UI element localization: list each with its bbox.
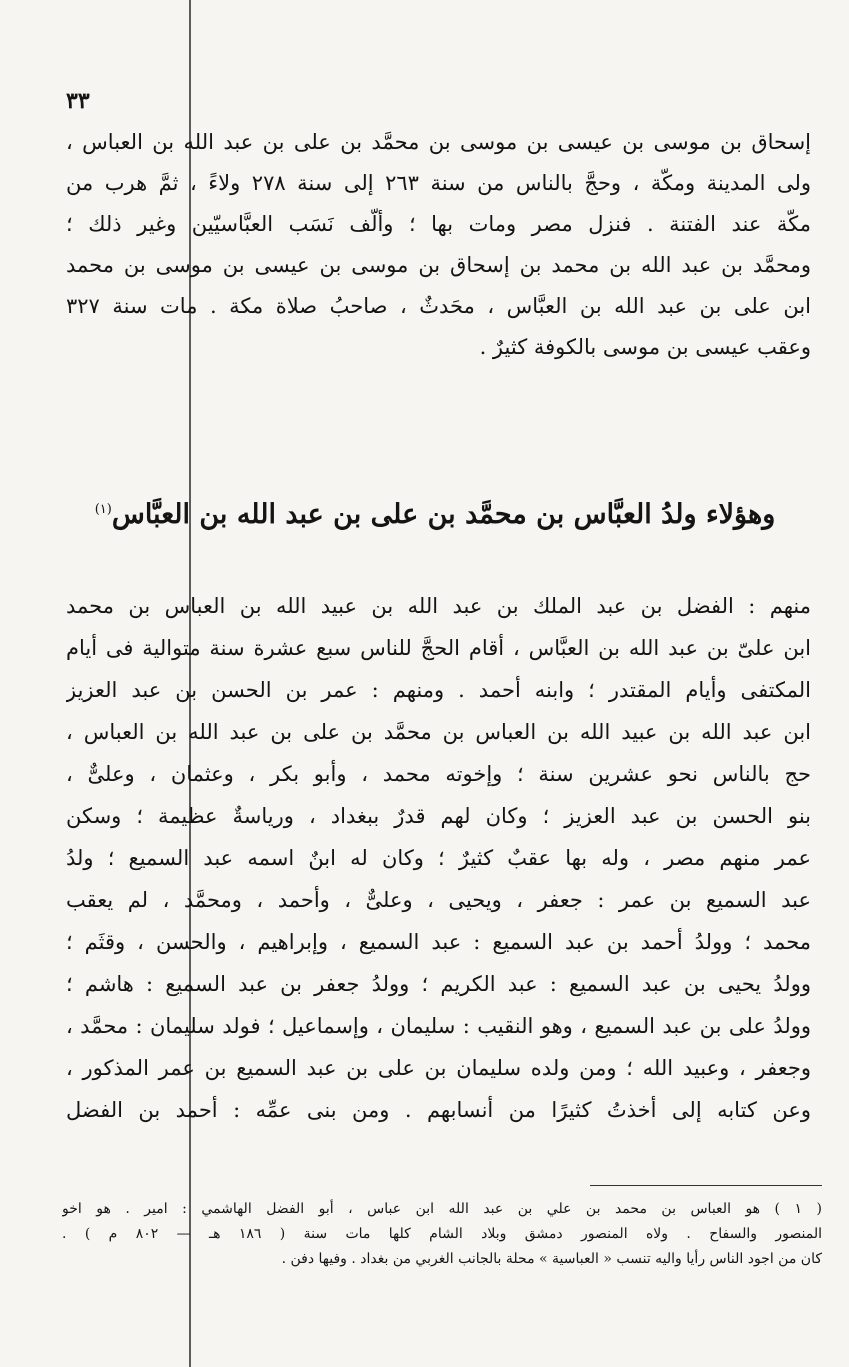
text-line: بنو الحسن بن عبد العزيز ؛ وكان لهم قدرٌ ببغداد ، ورياسةٌ عظيمة ؛ وسكن <box>66 804 811 828</box>
text-line: ومحمَّد بن عبد الله بن محمد بن إسحاق بن موسى بن عيسى بن موسى بن محمد <box>66 253 811 277</box>
text-line: المكتفى وأيام المقتدر ؛ وابنه أحمد . ومنهم : عمر بن الحسن بن عبد العزيز <box>66 678 811 702</box>
text-line: ابن على بن عبد الله بن العبَّاس ، محَدثٌ ، صاحبُ صلاة مكة . مات سنة ٣٢٧ <box>66 294 811 318</box>
page-number: ٣٣ <box>66 88 90 114</box>
heading-footnote-marker: (١) <box>94 502 112 517</box>
text-line: وولدُ يحيى بن عبد السميع : عبد الكريم ؛ وولدُ جعفر بن عبد السميع : هاشم ؛ <box>66 972 811 996</box>
text-line: حج بالناس نحو عشرين سنة ؛ وإخوته محمد ، وأبو بكر ، وعثمان ، وعلىٌّ ، <box>66 762 811 786</box>
text-line: وولدُ على بن عبد السميع ، وهو النقيب : سليمان ، وإسماعيل ؛ فولد سليمان : محمَّد ، <box>66 1014 811 1038</box>
heading-text: وهؤلاء ولدُ العبَّاس بن محمَّد بن على بن عبد الله بن العبَّاس <box>111 499 776 530</box>
paragraph-2 <box>66 585 811 1131</box>
text-line: وجعفر ، وعبيد الله ؛ ومن ولده سليمان بن على بن عبد السميع بن عمر المذكور ، <box>66 1056 811 1080</box>
text-line: محمد ؛ وولدُ أحمد بن عبد السميع : عبد السميع ، وإبراهيم ، والحسن ، وقثَم ؛ <box>66 930 811 954</box>
footnote-line: ( ١ ) هو العباس بن محمد بن علي بن عبد الله ابن عباس ، أبو الفضل الهاشمي : امير . هو اخو <box>62 1201 822 1217</box>
text-line: عمر منهم مصر ، وله بها عقبٌ كثيرٌ ؛ وكان له ابنٌ اسمه عبد السميع ؛ ولدُ <box>66 846 811 870</box>
text-line: منهم : الفضل بن عبد الملك بن عبد الله بن عبيد الله بن العباس بن محمد <box>66 594 811 618</box>
section-heading <box>60 488 810 537</box>
text-line: وعن كتابه إلى أخذتُ كثيرًا من أنسابهم . ومن بنى عمِّه : أحمد بن الفضل <box>66 1098 811 1122</box>
footnote-line: المنصور والسفاح . ولاه المنصور دمشق وبلاد الشام كلها مات سنة ( ١٨٦ هـ — ٨٠٢ م ) . <box>62 1226 822 1242</box>
text-line: ابن عبد الله بن عبيد الله بن العباس بن محمَّد بن على بن عبد الله بن العباس ، <box>66 720 811 744</box>
text-line: وعقب عيسى بن موسى بالكوفة كثيرٌ . <box>479 335 811 359</box>
text-line: ابن علىّ بن عبد الله بن العبَّاس ، أقام الحجَّ للناس سبع عشرة سنة متوالية فى أيام <box>66 636 811 660</box>
text-line: إسحاق بن موسى بن عيسى بن موسى بن محمَّد بن على بن عبد الله بن العباس ، <box>66 130 811 154</box>
text-line: عبد السميع بن عمر : جعفر ، ويحيى ، وعلىٌّ ، وأحمد ، ومحمَّد ، لم يعقب <box>66 888 811 912</box>
footnote-separator <box>590 1185 822 1186</box>
footnote-line: كان من اجود الناس رأيا واليه تنسب « العباسية » محلة بالجانب الغربي من بغداد . وفيها دفن . <box>281 1251 822 1267</box>
text-line: مكّة عند الفتنة . فنزل مصر ومات بها ؛ وألّف نَسَب العبَّاسيّين وغير ذلك ؛ <box>66 212 811 236</box>
footnote <box>62 1197 822 1272</box>
paragraph-1 <box>66 122 811 368</box>
text-line: ولى المدينة ومكّة ، وحجَّ بالناس من سنة ٢٦٣ إلى سنة ٢٧٨ ولاءً ، ثمَّ هرب من <box>66 171 811 195</box>
